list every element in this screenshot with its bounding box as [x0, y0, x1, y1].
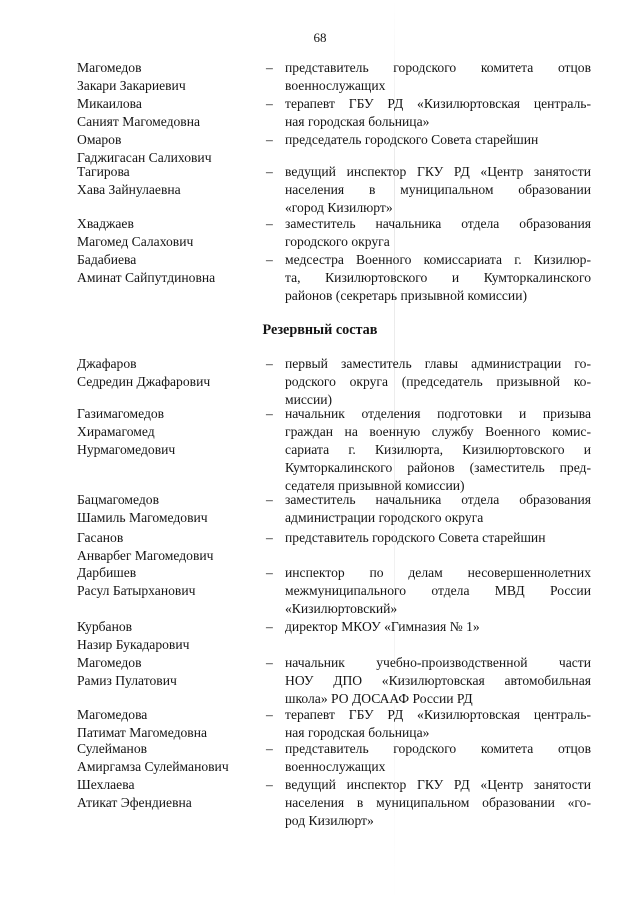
member-role-line: род Кизилюрт» — [285, 813, 374, 828]
member-name-line: Рамиз Пулатович — [77, 673, 177, 688]
member-role-line: медсестра Военного комиссариата г. Кизилюр- — [285, 252, 591, 267]
member-role-line: терапевт ГБУ РД «Кизилюртовская централь- — [285, 707, 591, 722]
member-name-line: Бадабиева — [77, 252, 137, 267]
member-role-line: родского округа (председатель призывной ко- — [285, 374, 591, 389]
entry-dash: – — [266, 741, 273, 756]
member-role-line: Кумторкалинского районов (заместитель пред- — [285, 460, 591, 475]
member-role-line: районов (секретарь призывной комиссии) — [285, 288, 528, 303]
member-role-line: населения в муниципальном образовании «го- — [285, 795, 591, 810]
member-role-line: военнослужащих — [285, 78, 386, 93]
entry-dash: – — [266, 252, 273, 267]
member-name-line: Аминат Сайпутдиновна — [77, 270, 216, 285]
member-role-line: граждан на военную службу Военного комис- — [285, 424, 591, 439]
member-name-line: Закари Закариевич — [77, 78, 186, 93]
member-name-line: Дарбишев — [77, 565, 137, 580]
member-name-line: Шехлаева — [77, 777, 135, 792]
member-name-line: Расул Батырханович — [77, 583, 196, 598]
member-role-line: сариата г. Кизилюрта, Кизилюртовского и — [285, 442, 591, 457]
member-role-line: администрации городского округа — [285, 510, 484, 525]
member-role-line: «город Кизилюрт» — [285, 200, 393, 215]
member-role-line: ная городская больница» — [285, 114, 430, 129]
member-role-line: ная городская больница» — [285, 725, 430, 740]
member-name-line: Микаилова — [77, 96, 142, 111]
member-role-line: заместитель начальника отдела образования — [285, 492, 591, 507]
member-role-line: межмуниципального отдела МВД России — [285, 583, 591, 598]
entry-dash: – — [266, 356, 273, 371]
member-name-line: Тагирова — [77, 164, 130, 179]
member-role-line: «Кизилюртовский» — [285, 601, 398, 616]
entry-dash: – — [266, 565, 273, 580]
member-name-line: Курбанов — [77, 619, 133, 634]
member-role-line: заместитель начальника отдела образования — [285, 216, 591, 231]
member-role-line: населения в муниципальном образовании — [285, 182, 591, 197]
member-role-line: терапевт ГБУ РД «Кизилюртовская централь- — [285, 96, 591, 111]
member-name-line: Амиргамза Сулейманович — [77, 759, 229, 774]
member-name-line: Патимат Магомедовна — [77, 725, 208, 740]
member-role-line: школа» РО ДОСААФ России РД — [285, 691, 473, 706]
reserve-section-heading: Резервный состав — [262, 322, 378, 338]
entry-dash: – — [266, 707, 273, 722]
member-name-line: Магомед Салахович — [77, 234, 194, 249]
entry-dash: – — [266, 60, 273, 75]
member-name-line: Магомедов — [77, 655, 142, 670]
member-role-line: миссии) — [285, 392, 333, 407]
member-role-line: директор МКОУ «Гимназия № 1» — [285, 619, 480, 634]
member-name-line: Сулейманов — [77, 741, 148, 756]
member-name-line: Газимагомедов — [77, 406, 165, 421]
entry-dash: – — [266, 530, 273, 545]
member-name-line: Нурмагомедович — [77, 442, 176, 457]
member-name-line: Атикат Эфендиевна — [77, 795, 192, 810]
member-role-line: начальник отделения подготовки и призыва — [285, 406, 591, 421]
member-name-line: Омаров — [77, 132, 122, 147]
member-name-line: Назир Букадарович — [77, 637, 190, 652]
member-name-line: Гаджигасан Салихович — [77, 150, 212, 165]
member-name-line: Джафаров — [77, 356, 137, 371]
member-name-line: Хава Зайнулаевна — [77, 182, 181, 197]
entry-dash: – — [266, 492, 273, 507]
entry-dash: – — [266, 164, 273, 179]
member-role-line: первый заместитель главы администрации го- — [285, 356, 591, 371]
member-role-line: НОУ ДПО «Кизилюртовская автомобильная — [285, 673, 591, 688]
member-role-line: та, Кизилюртовского и Кумторкалинского — [285, 270, 591, 285]
member-role-line: инспектор по делам несовершеннолетних — [285, 565, 591, 580]
member-role-line: представитель городского комитета отцов — [285, 60, 591, 75]
member-name-line: Гасанов — [77, 530, 124, 545]
member-name-line: Бацмагомедов — [77, 492, 160, 507]
member-role-line: ведущий инспектор ГКУ РД «Центр занятости — [285, 777, 591, 792]
member-role-line: ведущий инспектор ГКУ РД «Центр занятости — [285, 164, 591, 179]
member-name-line: Седредин Джафарович — [77, 374, 211, 389]
page-number: 68 — [313, 30, 327, 45]
member-name-line: Магомедов — [77, 60, 142, 75]
entry-dash: – — [266, 132, 273, 147]
entry-dash: – — [266, 96, 273, 111]
entry-dash: – — [266, 655, 273, 670]
entry-dash: – — [266, 777, 273, 792]
member-role-line: седателя призывной комиссии) — [285, 478, 465, 493]
member-name-line: Магомедова — [77, 707, 148, 722]
member-role-line: председатель городского Совета старейшин — [285, 132, 539, 147]
entry-dash: – — [266, 406, 273, 421]
member-role-line: начальник учебно-производственной части — [285, 655, 591, 670]
member-role-line: городского округа — [285, 234, 390, 249]
member-role-line: военнослужащих — [285, 759, 386, 774]
entry-dash: – — [266, 619, 273, 634]
member-name-line: Анварбег Магомедович — [77, 548, 214, 563]
member-name-line: Саният Магомедовна — [77, 114, 201, 129]
entry-dash: – — [266, 216, 273, 231]
member-role-line: представитель городского Совета старейшин — [285, 530, 546, 545]
member-name-line: Шамиль Магомедович — [77, 510, 208, 525]
member-name-line: Хирамагомед — [77, 424, 155, 439]
member-name-line: Хваджаев — [77, 216, 134, 231]
member-role-line: представитель городского комитета отцов — [285, 741, 591, 756]
